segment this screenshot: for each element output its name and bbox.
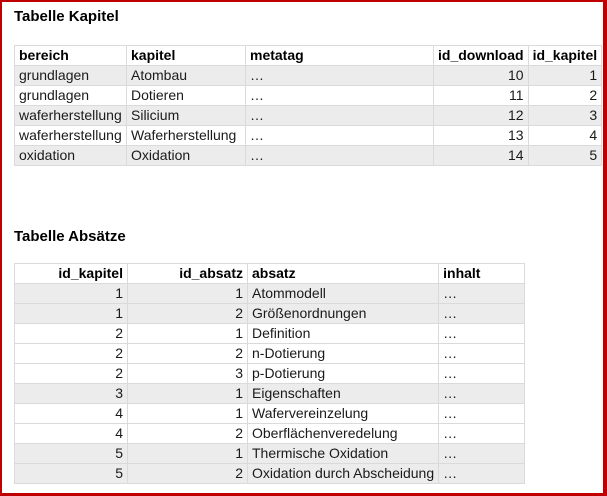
cell-id_kapitel: 4	[528, 126, 602, 146]
cell-id_download: 11	[434, 86, 529, 106]
cell-kapitel: Oxidation	[127, 146, 246, 166]
cell-id_download: 13	[434, 126, 529, 146]
column-header-bereich: bereich	[15, 46, 127, 66]
table-row	[15, 146, 602, 166]
absaetze-table	[14, 263, 525, 484]
cell-id_download: 12	[434, 106, 529, 126]
cell-bereich: waferherstellung	[15, 106, 127, 126]
table-row	[15, 304, 525, 324]
cell-kapitel: Dotieren	[127, 86, 246, 106]
cell-id_kapitel: 4	[15, 404, 128, 424]
cell-id_kapitel: 2	[15, 344, 128, 364]
cell-bereich: waferherstellung	[15, 126, 127, 146]
kapitel-table-header-row	[15, 46, 602, 66]
cell-id_kapitel: 4	[15, 424, 128, 444]
kapitel-table-title: Tabelle Kapitel	[14, 8, 119, 25]
table-row	[15, 126, 602, 146]
table-row	[15, 86, 602, 106]
cell-bereich: grundlagen	[15, 86, 127, 106]
column-header-id_absatz: id_absatz	[128, 264, 248, 284]
cell-id_kapitel: 1	[15, 284, 128, 304]
table-row	[15, 284, 525, 304]
cell-inhalt: …	[439, 424, 525, 444]
cell-id_kapitel: 2	[15, 324, 128, 344]
cell-kapitel: Atombau	[127, 66, 246, 86]
table-row	[15, 404, 525, 424]
cell-absatz: p-Dotierung	[248, 364, 439, 384]
cell-id_kapitel: 3	[15, 384, 128, 404]
table-row	[15, 106, 602, 126]
cell-inhalt: …	[439, 344, 525, 364]
cell-id_absatz: 1	[128, 284, 248, 304]
cell-id_kapitel: 3	[528, 106, 602, 126]
cell-kapitel: Silicium	[127, 106, 246, 126]
table-row	[15, 364, 525, 384]
cell-id_absatz: 2	[128, 304, 248, 324]
cell-id_kapitel: 5	[15, 444, 128, 464]
cell-inhalt: …	[439, 364, 525, 384]
cell-metatag: …	[246, 86, 434, 106]
cell-metatag: …	[246, 66, 434, 86]
column-header-metatag: metatag	[246, 46, 434, 66]
cell-id_absatz: 2	[128, 344, 248, 364]
cell-id_kapitel: 5	[15, 464, 128, 484]
absaetze-table-header-row	[15, 264, 525, 284]
table-row	[15, 344, 525, 364]
cell-inhalt: …	[439, 304, 525, 324]
cell-id_absatz: 1	[128, 444, 248, 464]
cell-absatz: Atommodell	[248, 284, 439, 304]
table-row	[15, 66, 602, 86]
cell-absatz: Eigenschaften	[248, 384, 439, 404]
cell-metatag: …	[246, 106, 434, 126]
column-header-id_kapitel: id_kapitel	[15, 264, 128, 284]
cell-absatz: Größenordnungen	[248, 304, 439, 324]
cell-id_absatz: 1	[128, 324, 248, 344]
cell-id_absatz: 1	[128, 384, 248, 404]
column-header-id_download: id_download	[434, 46, 529, 66]
cell-metatag: …	[246, 146, 434, 166]
cell-id_absatz: 2	[128, 464, 248, 484]
cell-id_kapitel: 5	[528, 146, 602, 166]
cell-id_kapitel: 1	[15, 304, 128, 324]
column-header-absatz: absatz	[248, 264, 439, 284]
cell-absatz: Wafervereinzelung	[248, 404, 439, 424]
cell-inhalt: …	[439, 444, 525, 464]
cell-kapitel: Waferherstellung	[127, 126, 246, 146]
cell-id_absatz: 3	[128, 364, 248, 384]
cell-absatz: Thermische Oxidation	[248, 444, 439, 464]
cell-id_kapitel: 1	[528, 66, 602, 86]
cell-id_absatz: 2	[128, 424, 248, 444]
cell-id_download: 14	[434, 146, 529, 166]
cell-inhalt: …	[439, 324, 525, 344]
cell-inhalt: …	[439, 404, 525, 424]
column-header-kapitel: kapitel	[127, 46, 246, 66]
column-header-id_kapitel: id_kapitel	[528, 46, 602, 66]
cell-id_download: 10	[434, 66, 529, 86]
cell-id_kapitel: 2	[15, 364, 128, 384]
kapitel-table	[14, 45, 602, 166]
absaetze-table-title: Tabelle Absätze	[14, 228, 126, 245]
cell-inhalt: …	[439, 384, 525, 404]
cell-id_absatz: 1	[128, 404, 248, 424]
cell-inhalt: …	[439, 284, 525, 304]
cell-inhalt: …	[439, 464, 525, 484]
cell-absatz: Definition	[248, 324, 439, 344]
cell-bereich: grundlagen	[15, 66, 127, 86]
table-row	[15, 444, 525, 464]
table-row	[15, 324, 525, 344]
column-header-inhalt: inhalt	[439, 264, 525, 284]
table-row	[15, 424, 525, 444]
cell-id_kapitel: 2	[528, 86, 602, 106]
table-row	[15, 384, 525, 404]
table-row	[15, 464, 525, 484]
cell-metatag: …	[246, 126, 434, 146]
cell-absatz: Oberflächenveredelung	[248, 424, 439, 444]
cell-absatz: n-Dotierung	[248, 344, 439, 364]
cell-absatz: Oxidation durch Abscheidung	[248, 464, 439, 484]
cell-bereich: oxidation	[15, 146, 127, 166]
